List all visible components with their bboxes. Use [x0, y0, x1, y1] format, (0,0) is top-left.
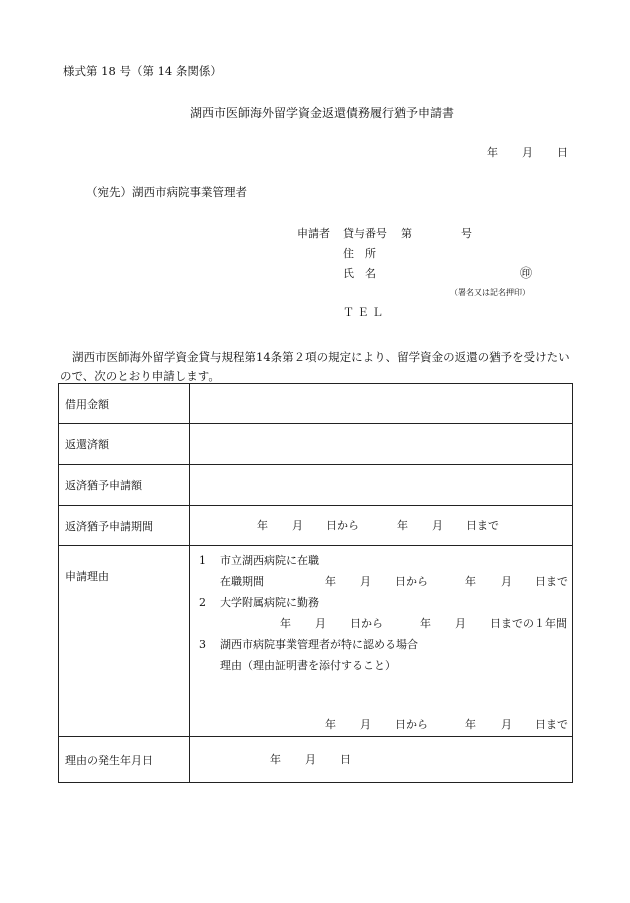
seal-mark: ㊞: [520, 266, 533, 280]
table-row: [59, 424, 573, 465]
reason-item2-to-month: 月: [455, 617, 466, 630]
occurrence-month: 月: [305, 753, 316, 766]
loan-number-prefix: 第: [401, 227, 412, 240]
occurrence-date-label: 理由の発生年月日: [59, 737, 190, 783]
table-row: [59, 737, 573, 783]
deferral-amount-field[interactable]: [190, 465, 573, 506]
application-table: [58, 383, 573, 783]
reason-item3-from-year: 年: [325, 718, 336, 731]
reason-item2-to-year: 年: [420, 617, 431, 630]
address-label: 住 所: [343, 247, 376, 260]
reason-item3-to-month: 月: [501, 718, 512, 731]
borrowed-amount-field[interactable]: [190, 384, 573, 424]
date-day-label: 日: [557, 146, 568, 159]
repaid-amount-label: 返還済額: [59, 424, 190, 465]
reason-item3-number: 3: [199, 638, 206, 651]
deferral-from-month: 月: [292, 519, 303, 532]
table-row: [59, 506, 573, 546]
date-month-label: 月: [522, 146, 533, 159]
date-year-label: 年: [487, 146, 498, 159]
occurrence-date-field[interactable]: [190, 737, 573, 783]
reason-item3-from-day: 日から: [395, 718, 428, 731]
reason-item1-from-day: 日から: [395, 575, 428, 588]
reason-item2-text: 大学附属病院に勤務: [220, 596, 319, 609]
reason-item2-from-day: 日から: [350, 617, 383, 630]
borrowed-amount-label: 借用金額: [59, 384, 190, 424]
reason-item1-to-year: 年: [465, 575, 476, 588]
signature-note: （署名又は記名押印）: [450, 288, 530, 297]
name-label: 氏 名: [343, 267, 376, 280]
addressee: （宛先）湖西市病院事業管理者: [86, 185, 247, 199]
reason-item2-number: 2: [199, 596, 206, 609]
reason-item3-to-day: 日まで: [535, 718, 568, 731]
deferral-period-field[interactable]: [190, 506, 573, 546]
deferral-from-day: 日から: [326, 519, 359, 532]
reason-item3-to-year: 年: [465, 718, 476, 731]
deferral-to-year: 年: [397, 519, 408, 532]
form-number: 様式第 18 号（第 14 条関係）: [63, 64, 222, 78]
table-row: [59, 465, 573, 506]
deferral-period-label: 返済猶予申請期間: [59, 506, 190, 546]
reason-item2-from-year: 年: [280, 617, 291, 630]
deferral-to-day: 日まで: [466, 519, 499, 532]
occurrence-day: 日: [340, 753, 351, 766]
loan-number-suffix: 号: [461, 227, 472, 240]
table-row: [59, 384, 573, 424]
reason-item3-text: 湖西市病院事業管理者が特に認める場合: [220, 638, 418, 651]
reason-item2-to-day: 日までの１年間: [490, 617, 567, 630]
reason-item1-from-month: 月: [360, 575, 371, 588]
reason-item1-text: 市立湖西病院に在職: [220, 554, 319, 567]
tel-label: Ｔ Ｅ Ｌ: [343, 306, 383, 319]
occurrence-year: 年: [270, 753, 281, 766]
form-title: 湖西市医師海外留学資金返還債務履行猶予申請書: [190, 106, 455, 120]
applicant-label: 申請者: [297, 227, 330, 240]
reason-item2-from-month: 月: [315, 617, 326, 630]
table-row: [59, 546, 573, 737]
deferral-from-year: 年: [257, 519, 268, 532]
reason-item3-reason: 理由（理由証明書を添付すること）: [220, 659, 396, 672]
loan-number-label: 貸与番号: [343, 227, 387, 240]
reason-item1-to-month: 月: [501, 575, 512, 588]
intro-text: 湖西市医師海外留学資金貸与規程第14条第２項の規定により、留学資金の返還の猶予を受けたいので、次のとおり申請します。: [60, 350, 570, 383]
reason-label: 申請理由: [59, 546, 190, 737]
reason-item1-number: 1: [199, 554, 206, 567]
reason-item1-from-year: 年: [325, 575, 336, 588]
reason-item3-from-month: 月: [360, 718, 371, 731]
reason-item1-to-day: 日まで: [535, 575, 568, 588]
reason-field[interactable]: [190, 546, 573, 737]
reason-item1-period-label: 在職期間: [220, 575, 264, 588]
deferral-amount-label: 返済猶予申請額: [59, 465, 190, 506]
deferral-to-month: 月: [432, 519, 443, 532]
repaid-amount-field[interactable]: [190, 424, 573, 465]
